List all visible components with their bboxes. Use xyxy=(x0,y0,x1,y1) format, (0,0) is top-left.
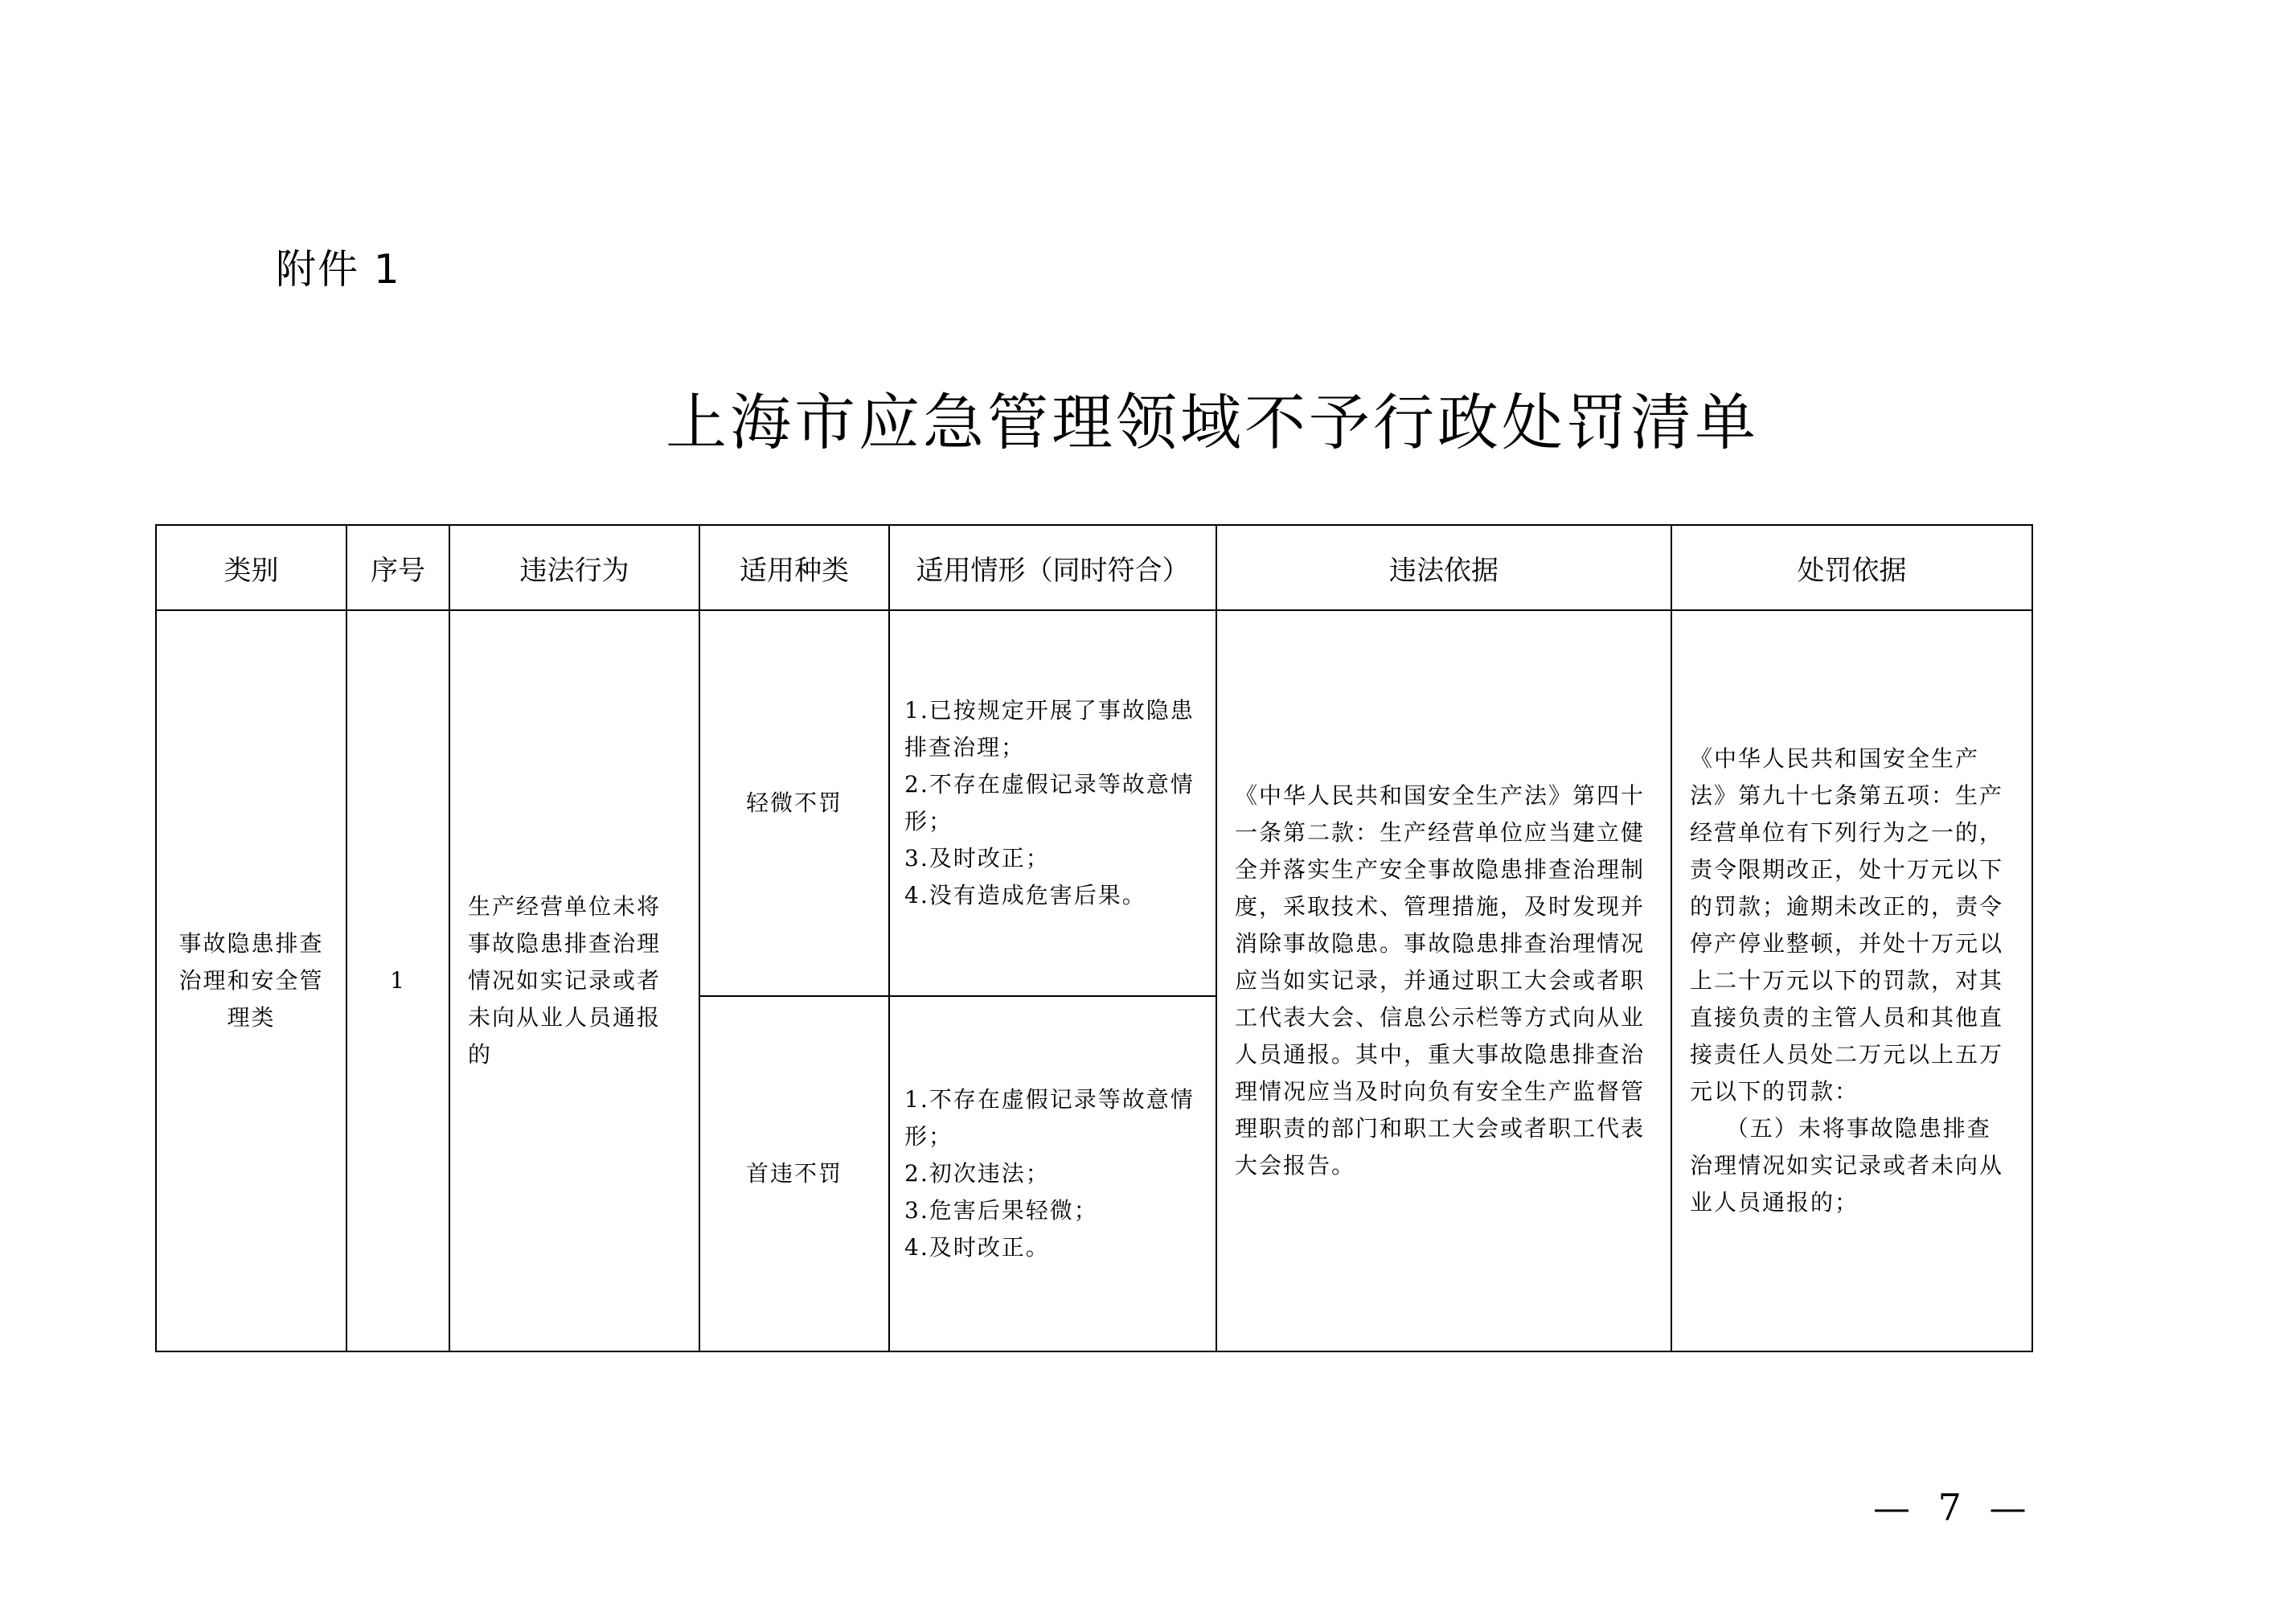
header-violation: 违法行为 xyxy=(449,525,699,610)
table-header-row xyxy=(156,525,2032,610)
condition-item: 4.没有造成危害后果。 xyxy=(904,882,1146,908)
header-seq: 序号 xyxy=(346,525,449,610)
condition-item: 1.不存在虚假记录等故意情形； xyxy=(904,1086,1195,1150)
header-penalty-basis: 处罚依据 xyxy=(1671,525,2032,610)
header-type: 适用种类 xyxy=(699,525,889,610)
header-legal-basis: 违法依据 xyxy=(1216,525,1671,610)
violation-cell: 生产经营单位未将事故隐患排查治理情况如实记录或者未向从业人员通报的 xyxy=(449,610,699,1351)
penalty-basis-cell xyxy=(1671,610,2032,1351)
conditions-cell-first xyxy=(889,996,1216,1351)
condition-item: 2.初次违法； xyxy=(904,1160,1050,1187)
condition-item: 3.危害后果轻微； xyxy=(904,1197,1098,1224)
type-cell-minor: 轻微不罚 xyxy=(699,610,889,996)
header-category: 类别 xyxy=(156,525,346,610)
annex-label: 附件 1 xyxy=(276,246,401,293)
penalty-basis-text: 《中华人民共和国安全生产法》第九十七条第五项：生产经营单位有下列行为之一的，责令限期改正，处十万元以下的罚款；逾期未改正的，责令停产停业整顿，并处十万元以上二十万元以下的罚款，对其直接负责的主管人员和其他直接责任人员处二万元以上五万元以下的罚款： xyxy=(1690,745,2004,1105)
conditions-cell-minor xyxy=(889,610,1216,996)
condition-item: 4.及时改正。 xyxy=(904,1234,1050,1261)
legal-basis-cell xyxy=(1216,610,1671,1351)
seq-cell: 1 xyxy=(346,610,449,1351)
legal-basis-text: 《中华人民共和国安全生产法》第四十一条第二款：生产经营单位应当建立健全并落实生产安全事故隐患排查治理制度，采取技术、管理措施，及时发现并消除事故隐患。事故隐患排查治理情况应当如实记录，并通过职工大会或者职工代表大会、信息公示栏等方式向从业人员通报。其中，重大事故隐患排查治理情况应当及时向负有安全生产监督管理职责的部门和职工大会或者职工代表大会报告。 xyxy=(1235,782,1646,1179)
page-number: — 7 — xyxy=(1873,1486,2035,1529)
penalty-table xyxy=(155,524,2033,1352)
condition-item: 2.不存在虚假记录等故意情形； xyxy=(904,771,1195,835)
condition-item: 3.及时改正； xyxy=(904,845,1050,871)
header-conditions: 适用情形（同时符合） xyxy=(889,525,1216,610)
table-row xyxy=(156,610,2032,996)
page-title: 上海市应急管理领域不予行政处罚清单 xyxy=(666,387,1759,458)
type-cell-first: 首违不罚 xyxy=(699,996,889,1351)
penalty-item-text: （五）未将事故隐患排查治理情况如实记录或者未向从业人员通报的； xyxy=(1690,1115,2004,1216)
category-cell: 事故隐患排查治理和安全管理类 xyxy=(156,610,346,1351)
condition-item: 1.已按规定开展了事故隐患排查治理； xyxy=(904,697,1195,761)
